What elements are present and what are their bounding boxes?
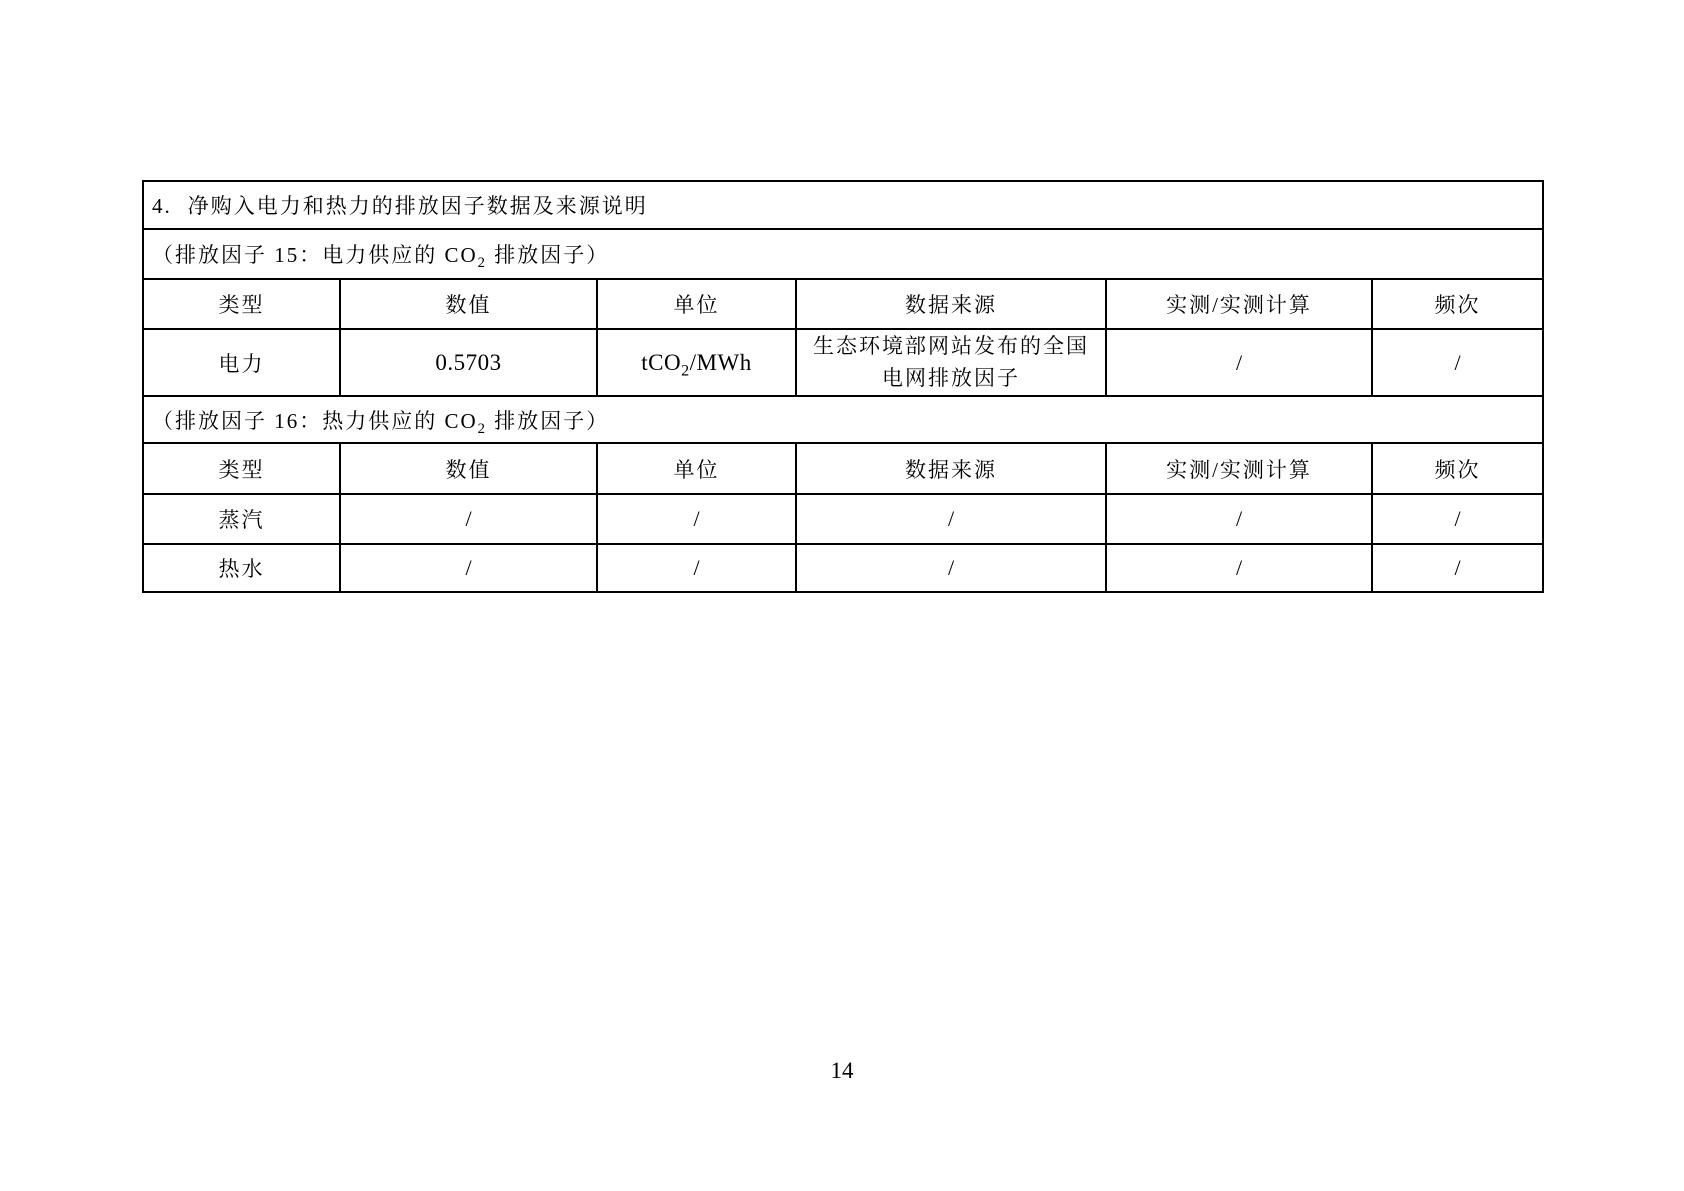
electricity-source-cell (796, 329, 1106, 396)
steam-frequency-cell: / (1372, 494, 1543, 544)
table-row (143, 396, 1543, 443)
table-row (143, 181, 1543, 229)
hot-water-source-cell: / (796, 544, 1106, 592)
hot-water-type-cell: 热水 (143, 544, 340, 592)
table-row (143, 229, 1543, 279)
section-title-cell (143, 181, 1543, 229)
steam-unit-cell: / (597, 494, 796, 544)
column-header-frequency: 频次 (1372, 279, 1543, 329)
column-header-measured: 实测/实测计算 (1106, 443, 1372, 494)
factor15-subtitle-suffix: 排放因子） (487, 243, 610, 267)
hot-water-unit-cell: / (597, 544, 796, 592)
table-row-hot-water (143, 544, 1543, 592)
steam-value-cell: / (340, 494, 597, 544)
unit-subscript: 2 (681, 362, 690, 380)
column-header-value: 数值 (340, 279, 597, 329)
factor16-subscript: 2 (477, 420, 488, 437)
section-title: 净购入电力和热力的排放因子数据及来源说明 (187, 194, 648, 218)
steam-source-cell: / (796, 494, 1106, 544)
factor15-subtitle-prefix: （排放因子 15：电力供应的 CO (152, 243, 478, 267)
page-number: 14 (830, 1058, 854, 1083)
column-header-type: 类型 (143, 443, 340, 494)
column-header-value: 数值 (340, 443, 597, 494)
source-line2: 电网排放因子 (882, 365, 1020, 390)
electricity-unit-cell (597, 329, 796, 396)
hot-water-measured-cell: / (1106, 544, 1372, 592)
electricity-frequency-cell: / (1372, 329, 1543, 396)
emission-factor-table (142, 180, 1544, 593)
source-line1: 生态环境部网站发布的全国 (813, 334, 1089, 358)
factor15-subtitle-cell (143, 229, 1543, 279)
factor16-subtitle-suffix: 排放因子） (487, 408, 610, 433)
column-header-unit: 单位 (597, 443, 796, 494)
table-header-row (143, 443, 1543, 494)
steam-measured-cell: / (1106, 494, 1372, 544)
electricity-value-cell: 0.5703 (340, 329, 597, 396)
electricity-type-cell: 电力 (143, 329, 340, 396)
factor16-subtitle-cell (143, 396, 1543, 443)
factor16-subtitle-prefix: （排放因子 16：热力供应的 CO (152, 408, 478, 433)
factor15-subscript: 2 (477, 255, 488, 272)
column-header-measured: 实测/实测计算 (1106, 279, 1372, 329)
steam-type-cell: 蒸汽 (143, 494, 340, 544)
electricity-measured-cell: / (1106, 329, 1372, 396)
table-header-row (143, 279, 1543, 329)
section-number: 4. (152, 194, 172, 218)
table-row-electricity (143, 329, 1543, 396)
column-header-type: 类型 (143, 279, 340, 329)
column-header-unit: 单位 (597, 279, 796, 329)
unit-suffix: /MWh (689, 349, 752, 375)
column-header-source: 数据来源 (796, 443, 1106, 494)
hot-water-frequency-cell: / (1372, 544, 1543, 592)
column-header-frequency: 频次 (1372, 443, 1543, 494)
table-row-steam (143, 494, 1543, 544)
unit-prefix: tCO (641, 349, 682, 375)
hot-water-value-cell: / (340, 544, 597, 592)
column-header-source: 数据来源 (796, 279, 1106, 329)
